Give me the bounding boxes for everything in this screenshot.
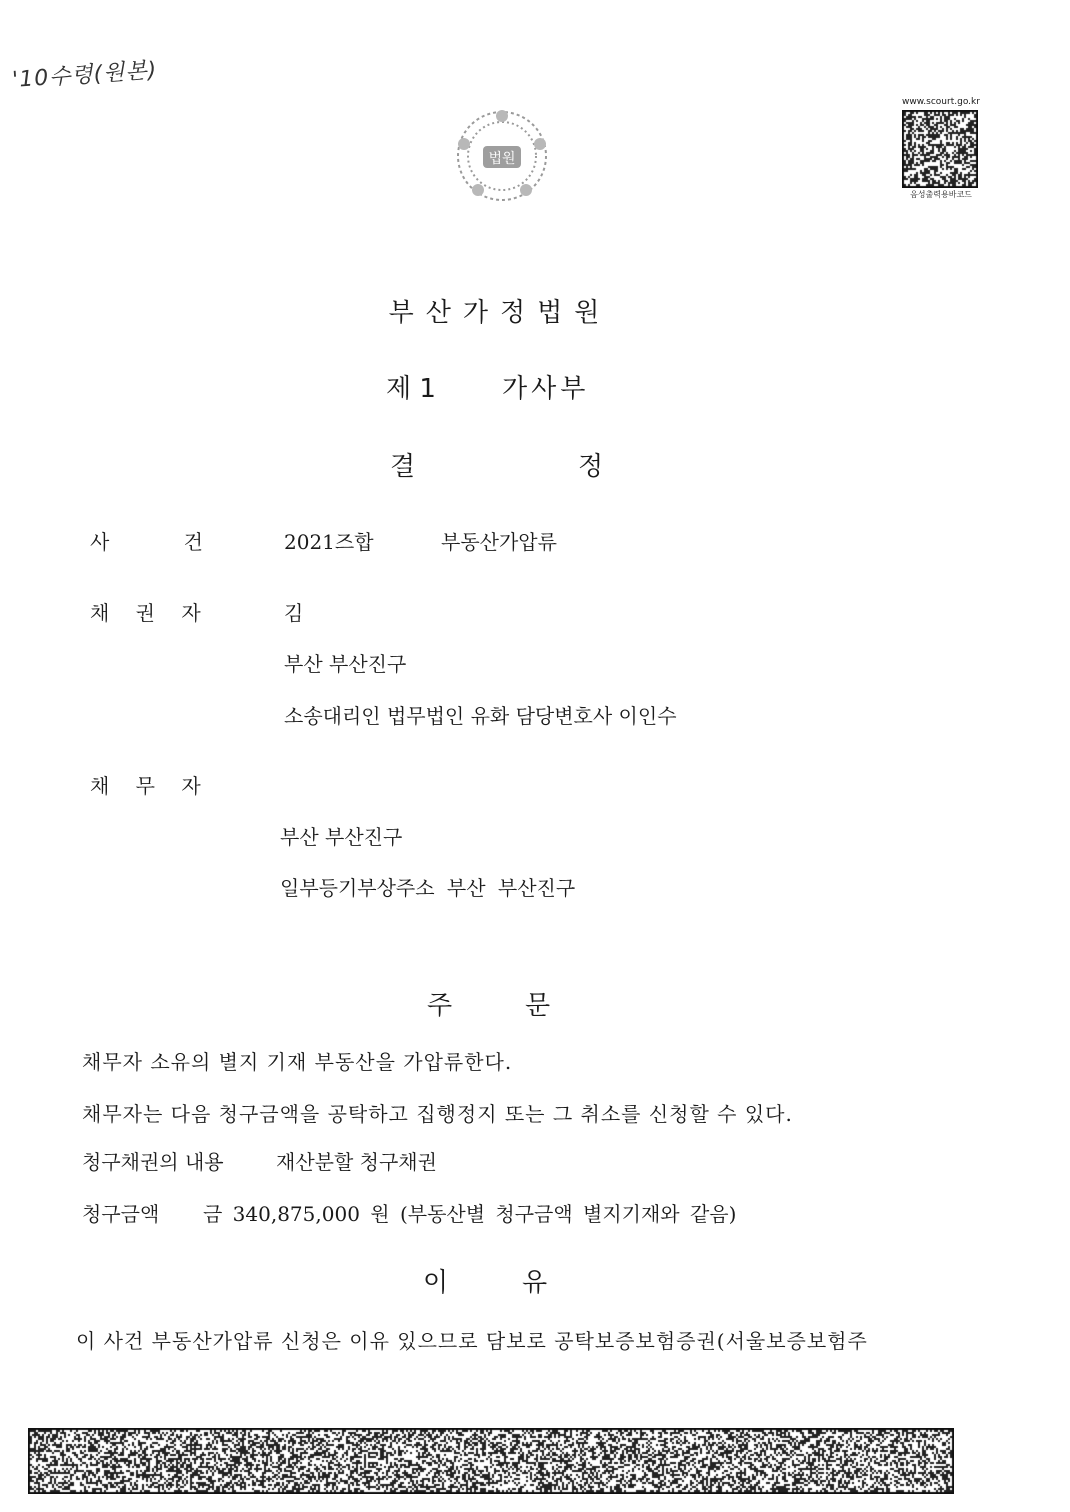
creditor-address: 부산 부산진구 — [284, 652, 407, 676]
court-seal-icon — [450, 106, 554, 206]
reason-line-1: 이 사건 부동산가압류 신청은 이유 있으므로 담보로 공탁보증보험증권(서울보증보험주 — [76, 1329, 868, 1353]
barcode-icon — [902, 110, 978, 188]
division-name: 가사부 — [502, 374, 590, 404]
document-title-second: 정 — [578, 452, 604, 482]
document-title-first: 결 — [390, 452, 416, 482]
court-name: 부산가정법원 — [388, 298, 612, 328]
amount-value: 금 340,875,000 원 (부동산별 청구금액 별지기재와 같음) — [203, 1202, 737, 1226]
creditor-label: 채 권 자 — [90, 601, 201, 625]
claim-label: 청구채권의 내용 — [82, 1150, 224, 1174]
debtor-registered-address: 일부등기부상주소 부산 부산진구 — [280, 876, 576, 900]
debtor-label: 채 무 자 — [90, 774, 201, 798]
case-number: 2021즈합 — [284, 530, 374, 554]
barcode-label: 음성출력용바코드 — [910, 190, 972, 199]
creditor-attorney: 소송대리인 법무법인 유화 담당변호사 이인수 — [284, 704, 677, 728]
amount-label: 청구금액 — [82, 1202, 160, 1226]
order-heading-second: 문 — [525, 991, 551, 1021]
order-line-1: 채무자 소유의 별지 기재 부동산을 가압류한다. — [82, 1050, 513, 1074]
case-name: 부동산가압류 — [441, 530, 557, 554]
case-label: 사 건 — [90, 530, 203, 554]
barcode-url: www.scourt.go.kr — [902, 97, 980, 107]
security-barcode-strip — [28, 1428, 954, 1494]
claim-value: 재산분할 청구채권 — [276, 1150, 437, 1174]
division-number: 제 1 — [386, 374, 436, 404]
seal-label: 법원 — [488, 151, 516, 167]
order-heading-first: 주 — [427, 991, 453, 1021]
reason-heading-second: 유 — [522, 1268, 548, 1298]
debtor-address: 부산 부산진구 — [280, 825, 403, 849]
handwritten-note: '10수령(원본) — [11, 57, 159, 94]
creditor-name: 김 — [284, 601, 304, 625]
reason-heading-first: 이 — [423, 1268, 449, 1298]
order-line-2: 채무자는 다음 청구금액을 공탁하고 집행정지 또는 그 취소를 신청할 수 있다. — [82, 1102, 793, 1126]
